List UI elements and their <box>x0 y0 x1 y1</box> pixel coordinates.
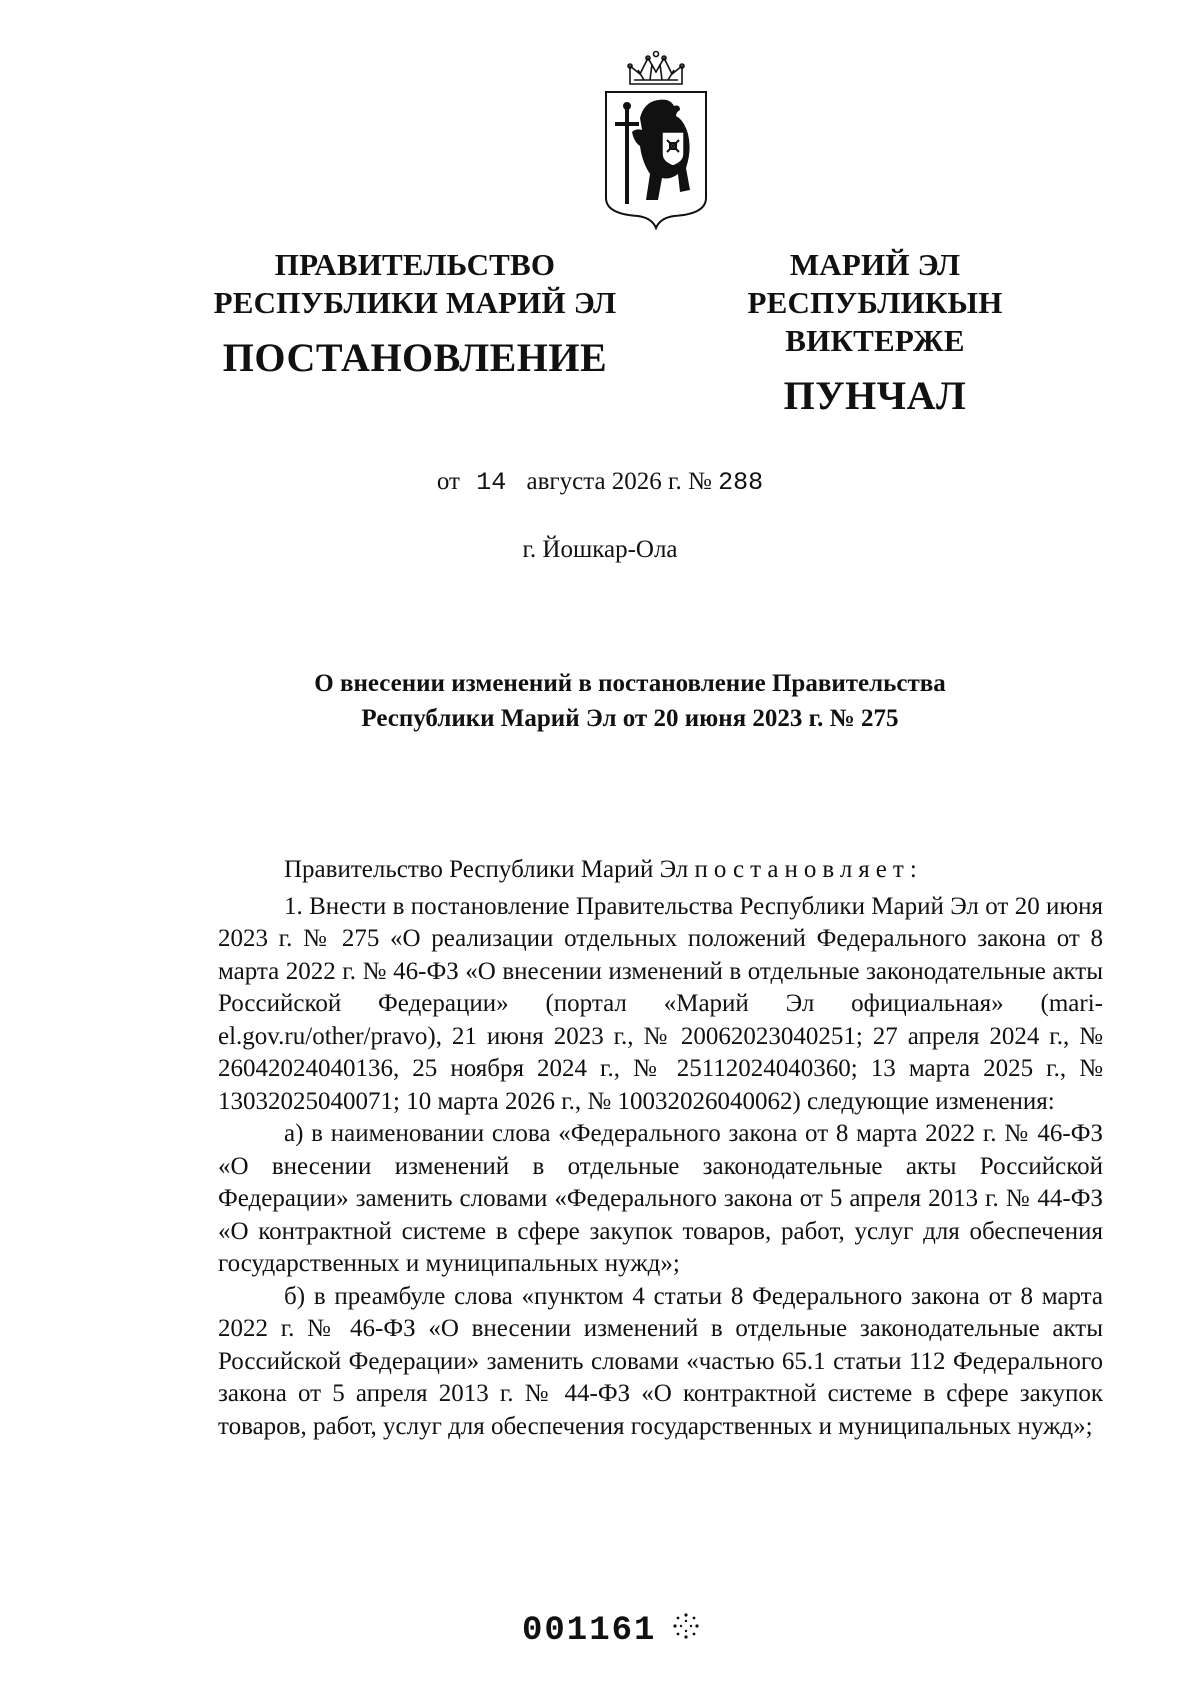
header-left <box>200 246 630 382</box>
coat-of-arms-icon <box>600 50 712 230</box>
footer-serial: 001161 <box>522 1612 657 1650</box>
document-subject <box>240 666 1020 736</box>
paragraph-a: а) в наименовании слова «Федерального закона от 8 марта 2022 г. № 46-ФЗ «О внесении изменений в отдельные законодательные акты Российской Федерации» заменить словами «Федерального закона от 5 апреля 2013 г. № 44-ФЗ «О контрактной системе в сфере закупок товаров, работ, услуг для обеспечения государственных и муниципальных нужд»; <box>218 1120 1103 1277</box>
date-prefix: от <box>436 468 460 495</box>
intro-resolves: постановляет: <box>694 856 923 883</box>
dotted-star-icon <box>672 1612 700 1640</box>
header-left-line2: РЕСПУБЛИКИ МАРИЙ ЭЛ <box>213 285 617 320</box>
subject-line2: Республики Марий Эл от 20 июня 2023 г. № 275 <box>361 705 899 732</box>
document-body <box>218 854 1103 1443</box>
document-date <box>0 468 1200 497</box>
body-intro <box>218 854 1103 887</box>
header-right-line2: ВИКТЕРЖЕ <box>785 323 965 358</box>
date-month-year: августа 2026 г. № <box>526 468 712 495</box>
paragraph-b: б) в преамбуле слова «пунктом 4 статьи 8 Федерального закона от 8 марта 2022 г. № 46-ФЗ «О внесении изменений в отдельные законодательные акты Российской Федерации» заменить словами «частью 65.1 статьи 112 Федерального закона от 5 апреля 2013 г. № 44-ФЗ «О контрактной системе в сфере закупок товаров, работ, услуг для обеспечения государственных и муниципальных нужд»; <box>218 1282 1103 1440</box>
header-right-line1: МАРИЙ ЭЛ РЕСПУБЛИКЫН <box>747 247 1003 320</box>
document-city: г. Йошкар-Ола <box>522 536 678 563</box>
subject-line1: О внесении изменений в постановление Правительства <box>314 670 946 697</box>
header-left-line1: ПРАВИТЕЛЬСТВО <box>274 247 556 282</box>
paragraph-1: 1. Внести в постановление Правительства Республики Марий Эл от 20 июня 2023 г. № 275 «О реализации отдельных положений Федерального закона от 8 марта 2022 г. № 46-ФЗ «О внесении изменений в отдельные законодательные акты Российской Федерации» (портал «Марий Эл официальная» (mari-el.gov.ru/other/pravo), 21 июня 2023 г., № 20062023040251; 27 апреля 2024 г., № 26042024040136, 25 ноября 2024 г., № 25112024040360; 13 марта 2025 г., № 13032025040071; 10 марта 2026 г., № 10032026040062) следующие изменения: <box>218 892 1103 1115</box>
header-right-title: ПУНЧАЛ <box>783 373 967 418</box>
header-right <box>660 246 1090 420</box>
intro-prefix: Правительство Республики Марий Эл <box>284 856 695 883</box>
date-day: 14 <box>476 468 507 497</box>
header-left-title: ПОСТАНОВЛЕНИЕ <box>222 335 608 380</box>
document-number: 288 <box>718 468 764 497</box>
